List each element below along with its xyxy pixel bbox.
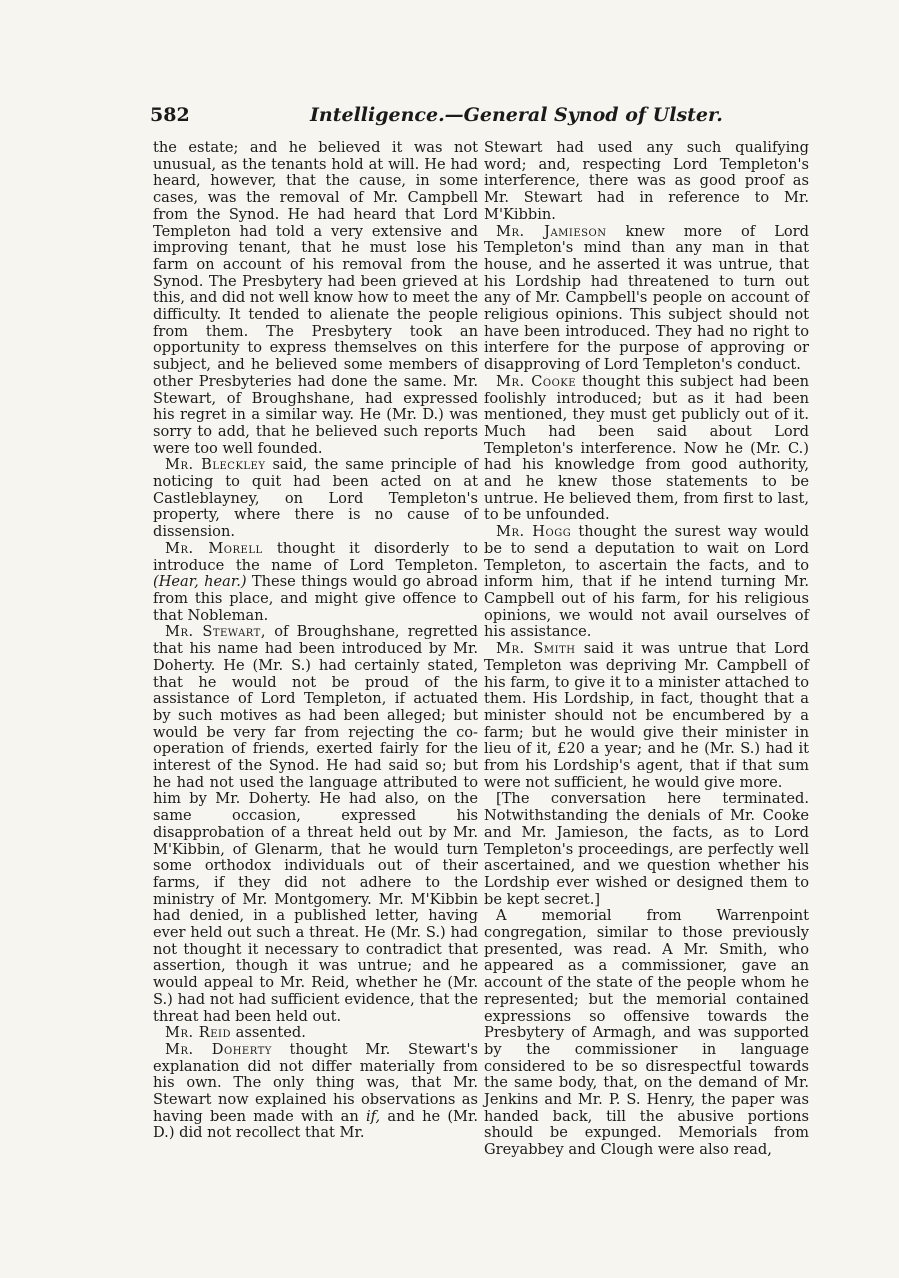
speaker-name: Mr. Reid bbox=[165, 1024, 232, 1042]
paragraph-doherty: Mr. Doherty thought Mr. Stewart's explanation did not differ materially from his own. The only thing was, that Mr. Stewart now explained his observations as having been made with an if, and he (Mr. D.) did not recollect that Mr. bbox=[153, 1040, 478, 1142]
paragraph-hogg: Mr. Hogg thought the surest way would be to send a deputation to wait on Lord Templeton, to ascertain the facts, and to inform him, that if he intend turning Mr. Campbell out of his farm, for his religious opinions, we would not avail ourselves of his assistance. bbox=[484, 523, 809, 641]
paragraph-warrenpoint-memorial: A memorial from Warrenpoint congregation, similar to those previously presented, was read. A Mr. Smith, who appeared as a commissioner, gave an account of the state of the people whom he represented; but the memorial contained expressions so offensive towards the Presbytery of Armagh, and was supported by the commissioner in language considered to be so disrespectful towards the same body, that, on the demand of Mr. Jenkins and Mr. P. S. Henry, the paper was handed back, till the abusive portions should be expunged. Memorials from Greyabbey and Clough were also read, bbox=[484, 907, 809, 1159]
paragraph-stewart-continued: Stewart had used any such qualifying word; and, respecting Lord Templeton's interference, there was as good proof as Mr. Stewart had in reference to Mr. M'Kibbin. bbox=[484, 139, 809, 223]
speaker-name: Mr. Doherty bbox=[165, 1040, 272, 1058]
speaker-name: Mr. Stewart, bbox=[165, 623, 266, 641]
speaker-name: Mr. Smith bbox=[496, 640, 576, 658]
page-number: 582 bbox=[150, 104, 190, 126]
speaker-name: Mr. Cooke bbox=[496, 372, 577, 390]
speaker-name: Mr. Bleckley bbox=[165, 456, 266, 474]
paragraph-smith: Mr. Smith said it was untrue that Lord Templeton was depriving Mr. Campbell of his farm, to give it to a minister attached to them. His Lordship, in fact, thought that a minister should not be encumbered by a farm; but he would give their minister in lieu of it, £20 a year; and he (Mr. S.) had it from his Lordship's agent, that if that sum were not sufficient, he would give more. bbox=[484, 640, 810, 791]
left-column bbox=[153, 140, 478, 1142]
page-header bbox=[150, 104, 790, 134]
paragraph-stewart: Mr. Stewart, of Broughshane, regretted that his name had been introduced by Mr. Doherty. He (Mr. S.) had certainly stated, that he would not be proud of the assistance of Lord Templeton, if actuated by such motives as had been alleged; but would be very far from rejecting the co-operation of friends, exerted fairly for the interest of the Synod. He had said so; but he had not used the language attributed to him by Mr. Doherty. He had also, on the same occasion, expressed his disapprobation of a threat held out by Mr. M'Kibbin, of Glenarm, that he would turn some orthodox individuals out of their farms, if they did not adhere to the ministry of Mr. Montgomery. Mr. M'Kibbin had denied, in a published letter, having ever held out such a threat. He (Mr. S.) had not thought it necessary to contradict that assertion, though it was untrue; and he would appeal to Mr. Reid, whether he (Mr. S.) had not had sufficient evidence, that the threat had been held out. bbox=[153, 623, 478, 1025]
running-title: Intelligence.—General Synod of Ulster. bbox=[310, 104, 723, 126]
paragraph-reid: Mr. Reid assented. bbox=[165, 1024, 306, 1042]
right-column bbox=[484, 140, 809, 1159]
paragraph-jamieson: Mr. Jamieson knew more of Lord Templeton's mind than any man in that house, and he asserted it was untrue, that his Lordship had threatened to turn out any of Mr. Campbell's people on account of religious opinions. This subject should not have been introduced. They had no right to interfere for the purpose of approving or disapproving of Lord Templeton's conduct. bbox=[484, 222, 809, 374]
speaker-name: Mr. Morell bbox=[165, 539, 263, 557]
paragraph-editorial-note: [The conversation here terminated. Notwithstanding the denials of Mr. Cooke and Mr. Jamieson, the facts, as to Lord Templeton's proceedings, are perfectly well ascertained, and we question whether his Lordship ever wished or designed them to be kept secret.] bbox=[484, 790, 809, 908]
paragraph-morell: Mr. Morell thought it disorderly to introduce the name of Lord Templeton. (Hear, hear.) These things would go abroad from this place, and might give offence to that Nobleman. bbox=[153, 539, 478, 624]
speaker-name: Mr. Jamieson bbox=[496, 222, 607, 240]
paragraph-doherty-continued: the estate; and he believed it was not unusual, as the tenants hold at will. He had heard, however, that the cause, in some cases, was the removal of Mr. Campbell from the Synod. He had heard that Lord Templeton had told a very extensive and improving tenant, that he must lose his farm on account of his removal from the Synod. The Presbytery had been grieved at this, and did not well know how to meet the difficulty. It tended to alienate the people from them. The Presbytery took an opportunity to express themselves on this subject, and he believed some members of other Presbyteries had done the same. Mr. Stewart, of Broughshane, had expressed his regret in a similar way. He (Mr. D.) was sorry to add, that he believed such reports were too well founded. bbox=[153, 139, 478, 457]
speaker-name: Mr. Hogg bbox=[496, 523, 572, 541]
paragraph-bleckley: Mr. Bleckley said, the same principle of noticing to quit had been acted on at Castleblayney, on Lord Templeton's property, where there is no cause of dissension. bbox=[153, 456, 478, 541]
paragraph-cooke: Mr. Cooke thought this subject had been foolishly introduced; but as it had been mentioned, they must get publicly out of it. Much had been said about Lord Templeton's interference. Now he (Mr. C.) had his knowledge from good authority, and he knew those statements to be untrue. He believed them, from first to last, to be unfounded. bbox=[484, 372, 809, 524]
